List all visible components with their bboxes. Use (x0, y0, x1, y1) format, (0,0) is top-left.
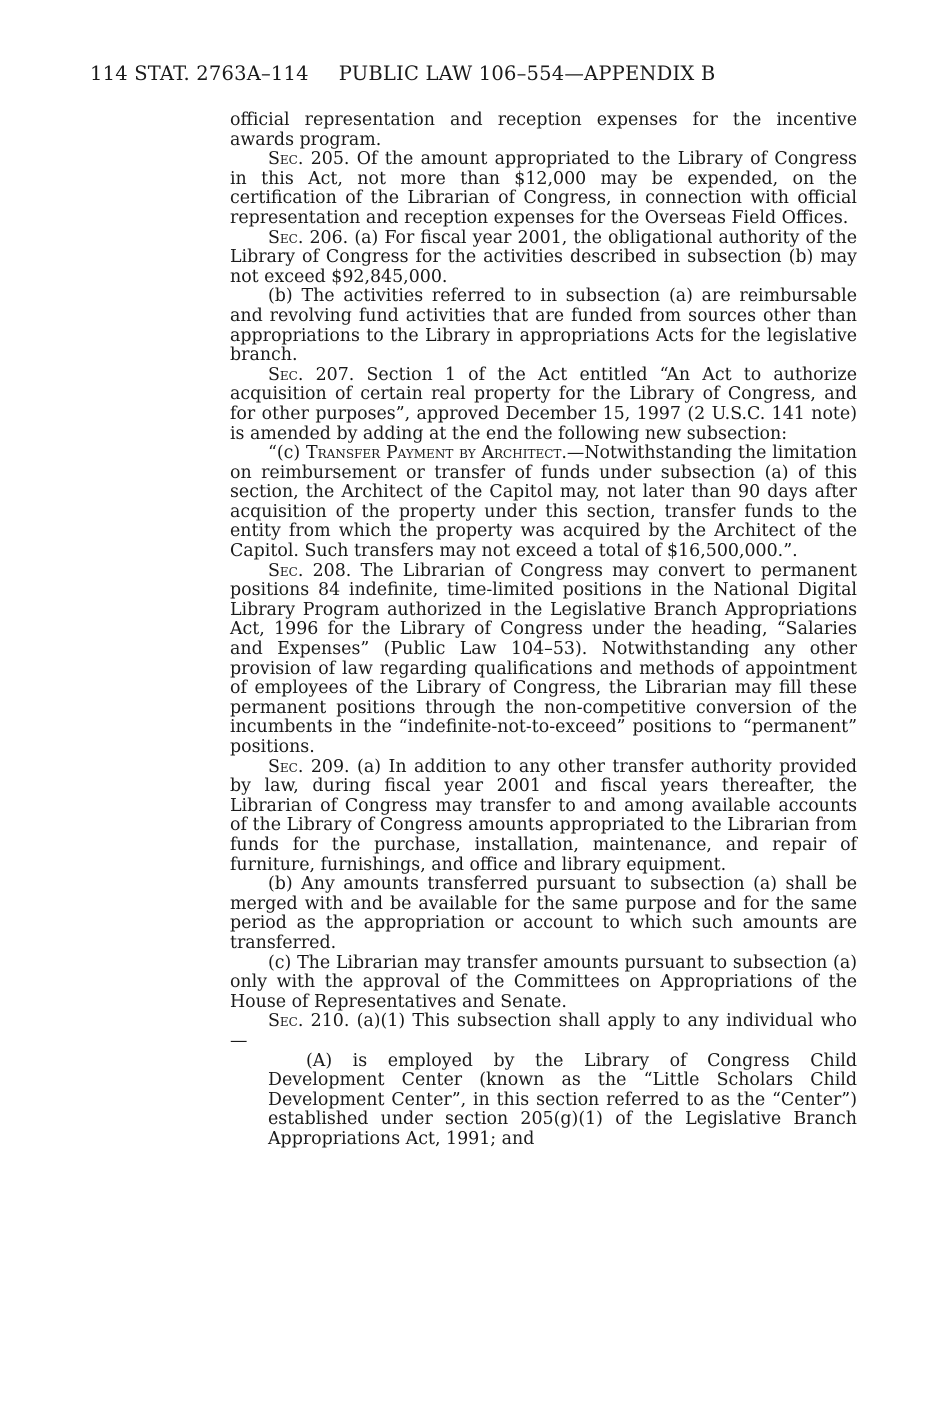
section-label: Sec. 208. (268, 560, 352, 581)
section-206-b: (b) The activities referred to in subsection (a) are reimbursable and revolving fund activities that are funded from sources other than appropriations to the Library in appropriations Acts for the legislative branch. (230, 286, 857, 366)
section-text: (a) For fiscal year 2001, the obligational authority of the Library of Congress for the activities described in subsection (b) may not exceed $92,845,000. (230, 227, 857, 287)
section-205 (230, 150, 857, 228)
section-label: Sec. 207. (268, 364, 355, 385)
subsection-text: —Notwithstanding the limitation on reimbursement or transfer of funds under subsection (a) of this section, the Architect of the Capitol may, not later than 90 days after acquisition of the property under this section, transfer funds to the entity from which the property was acquired by the Architect of the Capitol. Such transfers may not exceed a total of $16,500,000.”. (230, 443, 857, 562)
section-210 (230, 1012, 857, 1051)
section-text: The Librarian of Congress may convert to permanent positions 84 indefinite, time-limited positions in the National Digital Library Program authorized in the Legislative Branch Appropriations Act, 1996 for the Library of Congress under the heading, “Salaries and Expenses” (Public Law 104–53). Notwithstanding any other provision of law regarding qualifications and methods of appointment of employees of the Library of Congress, the Librarian may fill these permanent positions through the non-competitive conversion of the incumbents in the “indefinite-not-to-exceed” positions to “permanent” positions. (230, 560, 857, 757)
section-209-c: (c) The Librarian may transfer amounts pursuant to subsection (a) only with the approval of the Committees on Appropriations of the House of Representatives and Senate. (230, 952, 857, 1012)
law-title: PUBLIC LAW 106–554—APPENDIX B (338, 62, 716, 85)
section-209-b: (b) Any amounts transferred pursuant to subsection (a) shall be merged with and be available for the same purpose and for the same period as the appropriation or account to which such amounts are transferred. (230, 874, 857, 953)
section-text: (a)(1) This subsection shall apply to any individual who— (230, 1011, 857, 1051)
section-label: Sec. 205. (268, 149, 350, 170)
section-label: Sec. 210. (268, 1011, 350, 1032)
section-text: Of the amount appropriated to the Library of Congress in this Act, not more than $12,000 may be expended, on the certification of the Librarian of Congress, in connection with official representation and reception expenses for the Overseas Field Offices. (230, 149, 857, 228)
stat-page-number: 114 STAT. 2763A–114 (90, 62, 309, 85)
section-207-c (230, 444, 857, 562)
running-head (90, 62, 715, 85)
subsection-heading: Transfer Payment by Architect. (306, 443, 567, 464)
section-207 (230, 366, 857, 444)
section-text: Section 1 of the Act entitled “An Act to authorize acquisition of certain real property for the Library of Congress, and for other purposes”, approved December 15, 1997 (2 U.S.C. 141 note) is amended by adding at the end the following new subsection: (230, 364, 857, 444)
section-label: Sec. 209. (268, 756, 350, 777)
paragraph-continuation: official representation and reception expenses for the incentive awards program. (230, 110, 857, 150)
subsection-prefix: “(c) (268, 443, 307, 464)
page-body (230, 111, 857, 1149)
section-text: (a) In addition to any other transfer authority provided by law, during fiscal year 2001 and fiscal years thereafter, the Librarian of Congress may transfer to and among available accounts of the Library of Congress amounts appropriated to the Librarian from funds for the purchase, installation, maintenance, and repair of furniture, furnishings, and office and library equipment. (230, 756, 857, 875)
section-label: Sec. 206. (268, 227, 349, 248)
section-209 (230, 758, 857, 876)
section-206 (230, 229, 857, 288)
section-210-a-1-A: (A) is employed by the Library of Congress Child Development Center (known as the “Little Scholars Child Development Center”, in this section referred to as the “Center”) established under section 205(g)(1) of the Legislative Branch Appropriations Act, 1991; and (268, 1050, 857, 1149)
section-208 (230, 562, 857, 758)
